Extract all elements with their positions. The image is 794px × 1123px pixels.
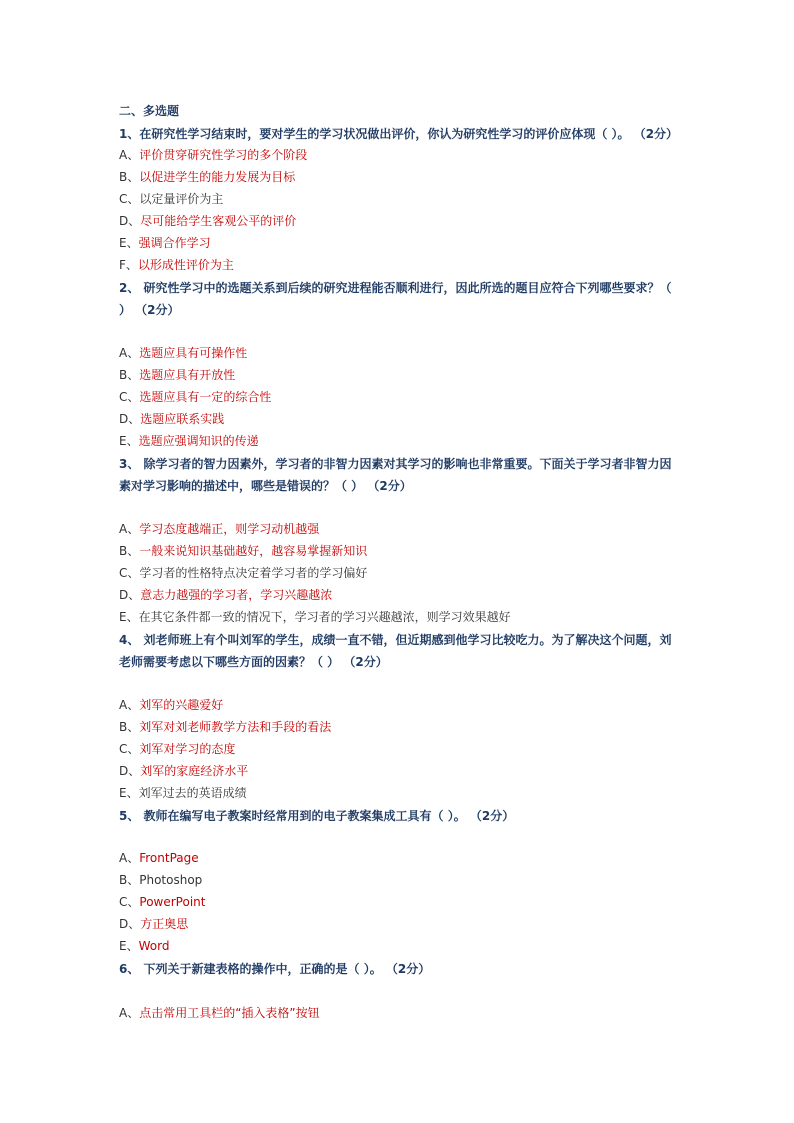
option-letter: B、 [119,873,140,887]
question-5-option-e [119,938,169,954]
question-4-option-c [119,741,235,757]
option-letter: A、 [119,1006,140,1020]
option-text: 强调合作学习 [138,236,211,250]
option-letter: D、 [119,214,141,228]
question-5-option-d [119,916,188,932]
question-1-stem: 1、在研究性学习结束时，要对学生的学习状况做出评价，你认为研究性学习的评价应体现（ ）。 （2分） [119,127,679,141]
option-letter: D、 [119,917,141,931]
option-text: 选题应强调知识的传递 [138,434,259,448]
question-1-option-d [119,213,296,229]
option-text: 刘军的家庭经济水平 [140,764,249,778]
option-text: 一般来说知识基础越好，越容易掌握新知识 [139,544,368,558]
question-3-option-a [119,521,319,537]
question-3-stem: 3、 除学习者的智力因素外，学习者的非智力因素对其学习的影响也非常重要。下面关于学习者非智力因素对学习影响的描述中，哪些是错误的？（ ） （2分） [119,457,672,493]
question-2-option-e [119,433,259,449]
option-letter: F、 [119,258,138,272]
option-letter: E、 [119,939,139,953]
question-3-option-d [119,587,332,603]
option-text: 评价贯穿研究性学习的多个阶段 [139,148,308,162]
question-1-option-e [119,235,211,251]
option-text: 刘军对学习的态度 [139,742,236,756]
option-letter: A、 [119,522,140,536]
option-text: 刘军对刘老师教学方法和手段的看法 [139,720,332,734]
option-text: 意志力越强的学习者，学习兴趣越浓 [140,588,333,602]
option-letter: E、 [119,236,139,250]
question-1-option-c [119,191,223,207]
option-text: 在其它条件都一致的情况下，学习者的学习兴趣越浓，则学习效果越好 [138,610,511,624]
option-letter: A、 [119,698,140,712]
question-5-option-b [119,872,202,888]
option-letter: B、 [119,368,140,382]
question-3-option-e [119,609,511,625]
option-text: 尽可能给学生客观公平的评价 [140,214,297,228]
question-2-option-b [119,367,235,383]
option-letter: C、 [119,192,140,206]
question-2-option-c [119,389,271,405]
option-letter: C、 [119,566,140,580]
option-letter: B、 [119,544,140,558]
question-2-option-a [119,345,247,361]
option-text: FrontPage [139,851,199,865]
question-5-option-c [119,894,205,910]
option-text: Photoshop [139,873,203,887]
option-text: 点击常用工具栏的“插入表格”按钮 [139,1006,320,1020]
option-letter: D、 [119,588,141,602]
option-text: 以定量评价为主 [139,192,224,206]
option-letter: C、 [119,895,140,909]
question-2-option-d [119,411,224,427]
option-text: Word [138,939,170,953]
option-letter: A、 [119,851,140,865]
option-text: 学习态度越端正，则学习动机越强 [139,522,320,536]
question-3-option-c [119,565,367,581]
option-letter: C、 [119,390,140,404]
option-letter: B、 [119,720,140,734]
option-letter: A、 [119,148,140,162]
option-text: 刘军过去的英语成绩 [138,786,247,800]
question-4-stem: 4、 刘老师班上有个叫刘军的学生，成绩一直不错，但近期感到他学习比较吃力。为了解决这个问题，刘老师需要考虑以下哪些方面的因素？（ ） （2分） [119,633,672,669]
question-6-stem: 6、 下列关于新建表格的操作中，正确的是（ ）。 （2分） [119,962,431,976]
option-text: 选题应具有可操作性 [139,346,248,360]
option-letter: D、 [119,764,141,778]
option-text: 选题应具有开放性 [139,368,236,382]
option-text: 选题应联系实践 [140,412,225,426]
option-letter: C、 [119,742,140,756]
option-text: 以形成性评价为主 [137,258,234,272]
option-letter: E、 [119,610,139,624]
question-5-option-a [119,850,199,866]
option-text: 以促进学生的能力发展为目标 [139,170,296,184]
question-4-option-d [119,763,248,779]
question-1-option-b [119,169,295,185]
question-4-option-b [119,719,331,735]
option-letter: D、 [119,412,141,426]
question-5-stem: 5、 教师在编写电子教案时经常用到的电子教案集成工具有（ ）。 （2分） [119,809,515,823]
option-text: 选题应具有一定的综合性 [139,390,272,404]
question-2-stem: 2、 研究性学习中的选题关系到后续的研究进程能否顺利进行，因此所选的题目应符合下列哪些要求？（ ） （2分） [119,281,672,317]
question-1-option-a [119,147,307,163]
option-text: PowerPoint [139,895,206,909]
option-text: 刘军的兴趣爱好 [139,698,224,712]
question-4-option-a [119,697,223,713]
option-letter: B、 [119,170,140,184]
question-4-option-e [119,785,247,801]
question-3-option-b [119,543,367,559]
option-letter: E、 [119,434,139,448]
question-1-option-f [119,257,234,273]
section-title: 二、多选题 [119,104,180,118]
question-6-option-a [119,1005,320,1021]
option-letter: E、 [119,786,139,800]
option-letter: A、 [119,346,140,360]
option-text: 学习者的性格特点决定着学习者的学习偏好 [139,566,368,580]
option-text: 方正奥思 [140,917,189,931]
